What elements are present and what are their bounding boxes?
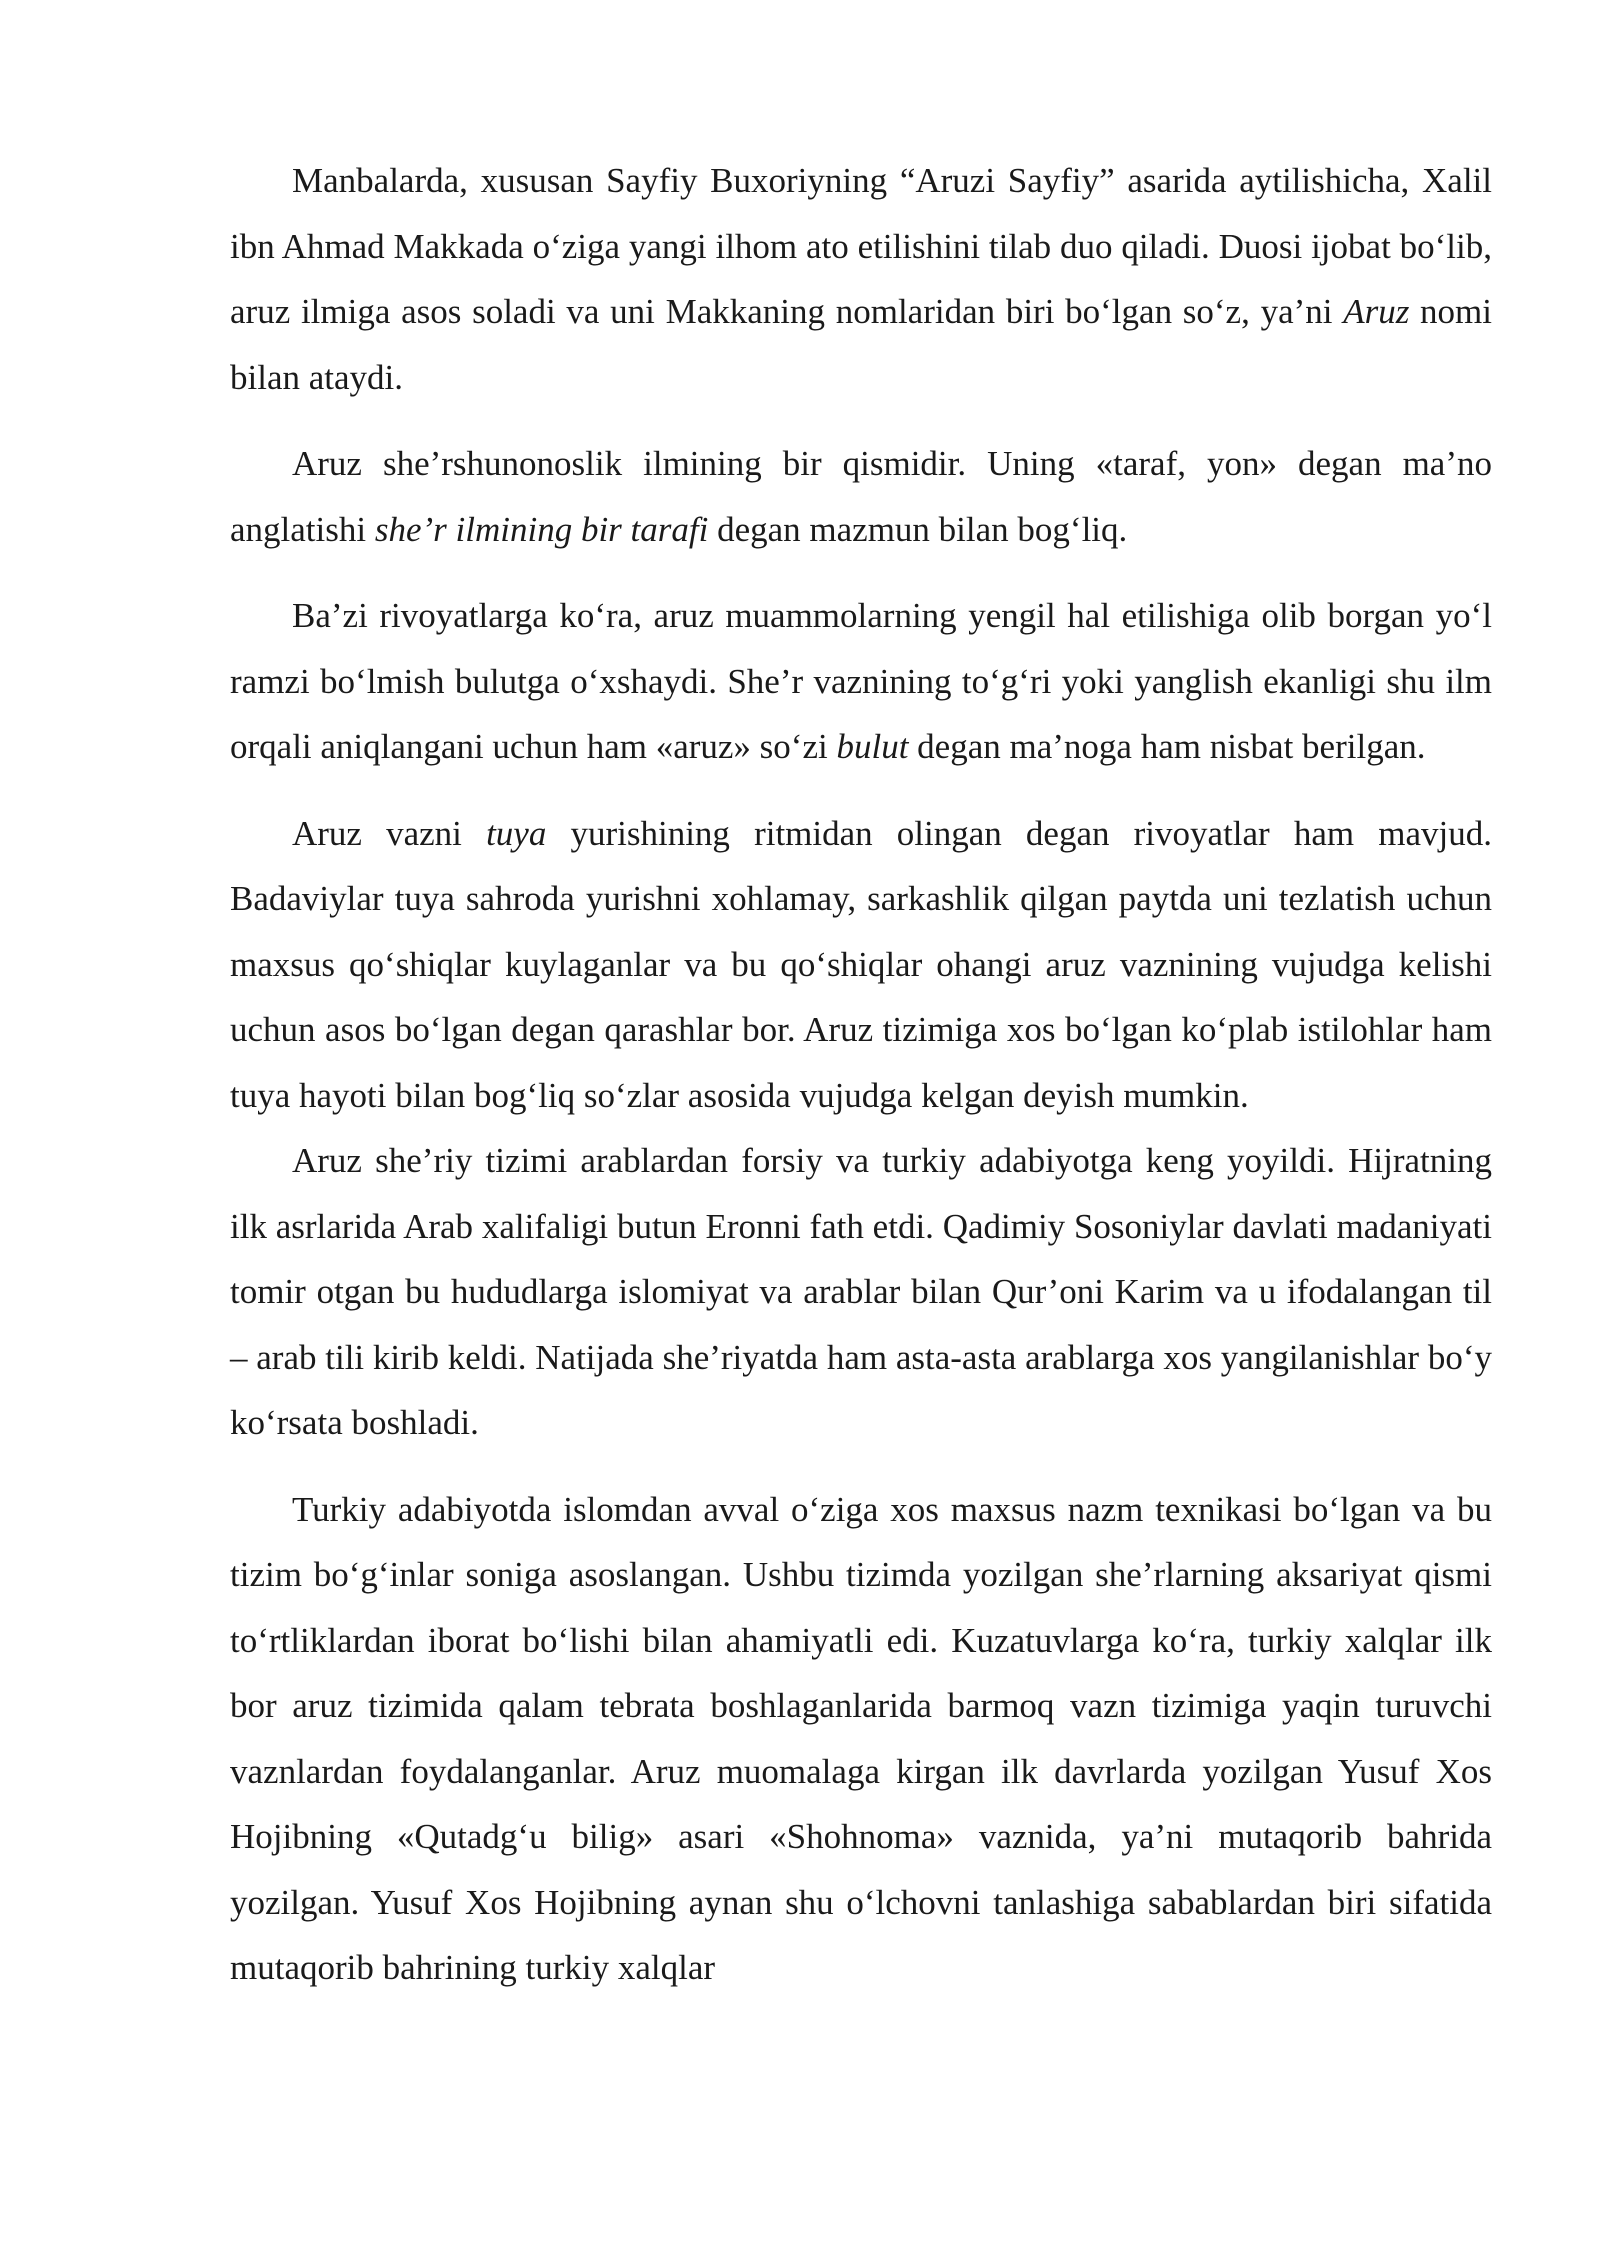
text-segment: yurishining ritmidan olingan degan rivoyatlar ham mavjud. Badaviylar tuya sahroda yurishni xohlamay, sarkashlik qilgan paytda uni tezlatish uchun maxsus qo‘shiqlar kuylaganlar va bu qo‘shiqlar ohangi aruz vaznining vujudga kelishi uchun asos bo‘lgan degan qarashlar bor. Aruz tizimiga xos bo‘lgan ko‘plab istilohlar ham tuya hayoti bilan bog‘liq so‘zlar asosida vujudga kelgan deyish mumkin. <box>230 813 1492 1115</box>
paragraph-2 <box>230 431 1492 562</box>
paragraph-5 <box>230 1128 1492 1456</box>
paragraph-6 <box>230 1477 1492 2001</box>
document-page <box>230 148 1492 2001</box>
text-segment: degan ma’noga ham nisbat berilgan. <box>908 727 1426 766</box>
text-segment: Turkiy adabiyotda islomdan avval o‘ziga xos maxsus nazm texnikasi bo‘lgan va bu tizim bo‘g‘inlar soniga asoslangan. Ushbu tizimda yozilgan she’rlarning aksariyat qismi to‘rtliklardan iborat bo‘lishi bilan ahamiyatli edi. Kuzatuvlarga ko‘ra, turkiy xalqlar ilk bor aruz tizimida qalam tebrata boshlaganlarida barmoq vazn tizimiga yaqin turuvchi vaznlardan foydalanganlar. Aruz muomalaga kirgan ilk davrlarda yozilgan Yusuf Xos Hojibning «Qutadg‘u bilig» asari «Shohnoma» vaznida, ya’ni mutaqorib bahrida yozilgan. Yusuf Xos Hojibning aynan shu o‘lchovni tanlashiga sabablardan biri sifatida mutaqorib bahrining turkiy xalqlar <box>230 1489 1492 1987</box>
text-segment: Aruz she’riy tizimi arablardan forsiy va turkiy adabiyotga keng yoyildi. Hijratning ilk asrlarida Arab xalifaligi butun Eronni fath etdi. Qadimiy Sosoniylar davlati madaniyati tomir otgan bu hududlarga islomiyat va arablar bilan Qur’oni Karim va u ifodalangan til – arab tili kirib keldi. Natijada she’riyatda ham asta-asta arablarga xos yangilanishlar bo‘y ko‘rsata boshladi. <box>230 1141 1492 1442</box>
text-segment: Ba’zi rivoyatlarga ko‘ra, aruz muammolarning yengil hal etilishiga olib borgan yo‘l ramzi bo‘lmish bulutga o‘xshaydi. She’r vaznining to‘g‘ri yoki yanglish ekanligi shu ilm orqali aniqlangani uchun ham «aruz» so‘zi <box>230 596 1492 766</box>
paragraph-3 <box>230 583 1492 780</box>
text-segment: Manbalarda, xususan Sayfiy Buxoriyning “Aruzi Sayfiy” asarida aytilishicha, Xalil ibn Ahmad Makkada o‘ziga yangi ilhom ato etilishini tilab duo qiladi. Duosi ijobat bo‘lib, aruz ilmiga asos soladi va uni Makkaning nomlaridan biri bo‘lgan so‘z, ya’ni <box>230 161 1492 331</box>
text-segment: nomi bilan ataydi. <box>230 292 1492 397</box>
italic-term: Aruz <box>1343 292 1410 331</box>
paragraph-1 <box>230 148 1492 410</box>
text-segment: degan mazmun bilan bog‘liq. <box>708 509 1128 549</box>
italic-term: tuya <box>486 813 547 853</box>
text-segment: Aruz she’rshunonoslik ilmining bir qismidir. Uning «taraf, yon» degan ma’no anglatishi <box>230 444 1492 549</box>
paragraph-4 <box>230 801 1492 1129</box>
italic-term: she’r ilmining bir tarafi <box>374 509 709 549</box>
text-segment: Aruz vazni <box>292 813 487 853</box>
italic-term: bulut <box>836 727 909 766</box>
